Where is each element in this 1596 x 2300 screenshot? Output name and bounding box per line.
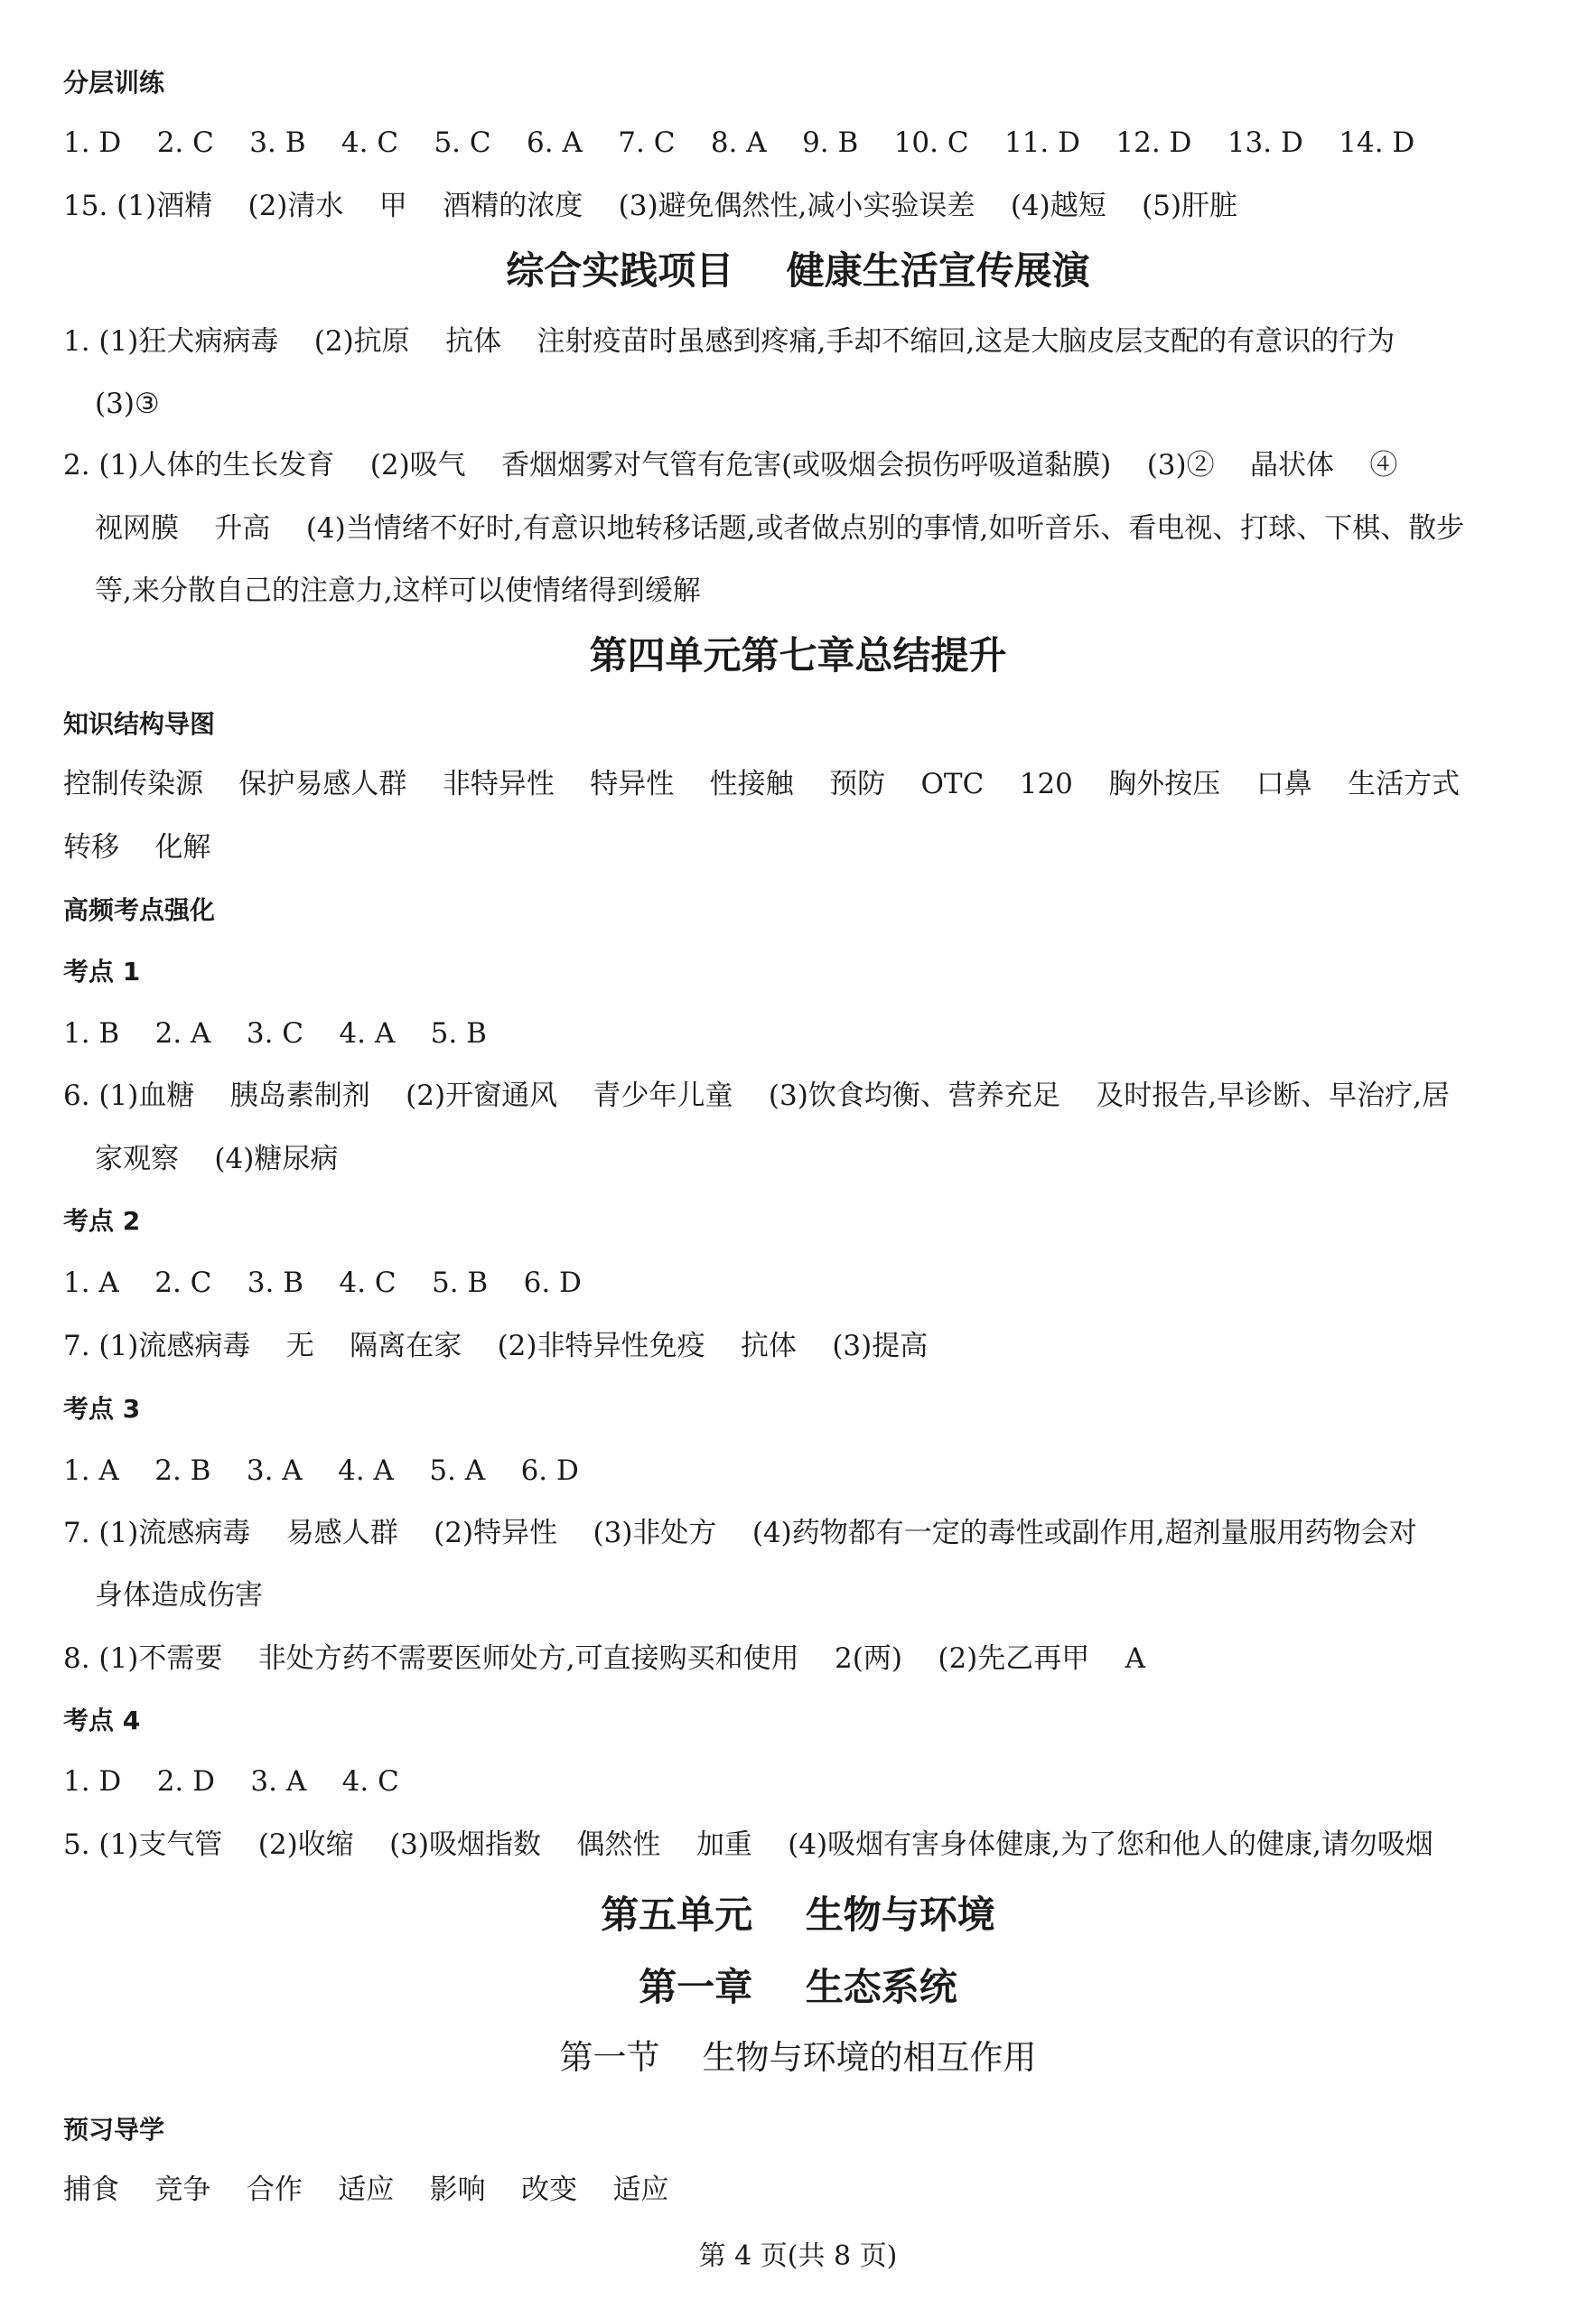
section-title: 第一章 生态系统 [639, 1965, 957, 2009]
answer-line: 2. (1)人体的生长发育 (2)吸气 香烟烟雾对气管有危害(或吸烟会损伤呼吸道黏膜) (3)② 晶状体 ④ [63, 449, 1398, 482]
subheading: 预习导学 [63, 2115, 165, 2145]
answer-line: 1. D 2. C 3. B 4. C 5. C 6. A 7. C 8. A 9. B 10. C 11. D 12. D 13. D 14. D [63, 126, 1415, 159]
answer-line: 1. B 2. A 3. C 4. A 5. B [63, 1017, 487, 1050]
answer-line: 视网膜 升高 (4)当情绪不好时,有意识地转移话题,或者做点别的事情,如听音乐、看电视、打球、下棋、散步 [95, 512, 1465, 545]
section-title: 第五单元 生物与环境 [601, 1893, 995, 1937]
subheading: 分层训练 [63, 68, 165, 98]
subheading: 知识结构导图 [63, 709, 216, 739]
answer-line: 身体造成伤害 [95, 1579, 263, 1612]
answer-line: 1. A 2. B 3. A 4. A 5. A 6. D [63, 1454, 579, 1487]
answer-line: 7. (1)流感病毒 易感人群 (2)特异性 (3)非处方 (4)药物都有一定的毒性或副作用,超剂量服用药物会对 [63, 1517, 1417, 1549]
answer-line: 1. A 2. C 3. B 4. C 5. B 6. D [63, 1267, 582, 1299]
answer-line: 7. (1)流感病毒 无 隔离在家 (2)非特异性免疫 抗体 (3)提高 [63, 1330, 929, 1362]
subheading: 高频考点强化 [63, 895, 216, 925]
answer-line: 等,来分散自己的注意力,这样可以使情绪得到缓解 [95, 575, 701, 607]
answer-line: 5. (1)支气管 (2)收缩 (3)吸烟指数 偶然性 加重 (4)吸烟有害身体健康,为了您和他人的健康,请勿吸烟 [63, 1828, 1433, 1861]
answer-line: 转移 化解 [63, 831, 211, 864]
subheading: 考点 2 [63, 1206, 141, 1236]
answer-line: 6. (1)血糖 胰岛素制剂 (2)开窗通风 青少年儿童 (3)饮食均衡、营养充足 及时报告,早诊断、早治疗,居 [63, 1080, 1450, 1112]
subheading: 考点 1 [63, 957, 141, 986]
answer-line: 捕食 竞争 合作 适应 影响 改变 适应 [63, 2174, 669, 2206]
subheading: 考点 4 [63, 1706, 141, 1735]
section-title: 第四单元第七章总结提升 [589, 633, 1007, 678]
answer-line: 8. (1)不需要 非处方药不需要医师处方,可直接购买和使用 2(两) (2)先乙再甲 A [63, 1642, 1146, 1675]
section-title: 第一节 生物与环境的相互作用 [559, 2038, 1037, 2077]
page-footer: 第 4 页(共 8 页) [698, 2240, 898, 2272]
answer-line: (3)③ [95, 388, 160, 420]
answer-line: 控制传染源 保护易感人群 非特异性 特异性 性接触 预防 OTC 120 胸外按压 口鼻 生活方式 [63, 768, 1461, 800]
section-title: 综合实践项目 健康生活宣传展演 [506, 248, 1090, 293]
answer-line: 1. D 2. D 3. A 4. C [63, 1765, 399, 1798]
answer-line: 15. (1)酒精 (2)清水 甲 酒精的浓度 (3)避免偶然性,减小实验误差 (4)越短 (5)肝脏 [63, 190, 1238, 222]
answer-line: 家观察 (4)糖尿病 [95, 1143, 339, 1175]
answer-line: 1. (1)狂犬病病毒 (2)抗原 抗体 注射疫苗时虽感到疼痛,手却不缩回,这是大脑皮层支配的有意识的行为 [63, 325, 1395, 358]
subheading: 考点 3 [63, 1394, 141, 1424]
